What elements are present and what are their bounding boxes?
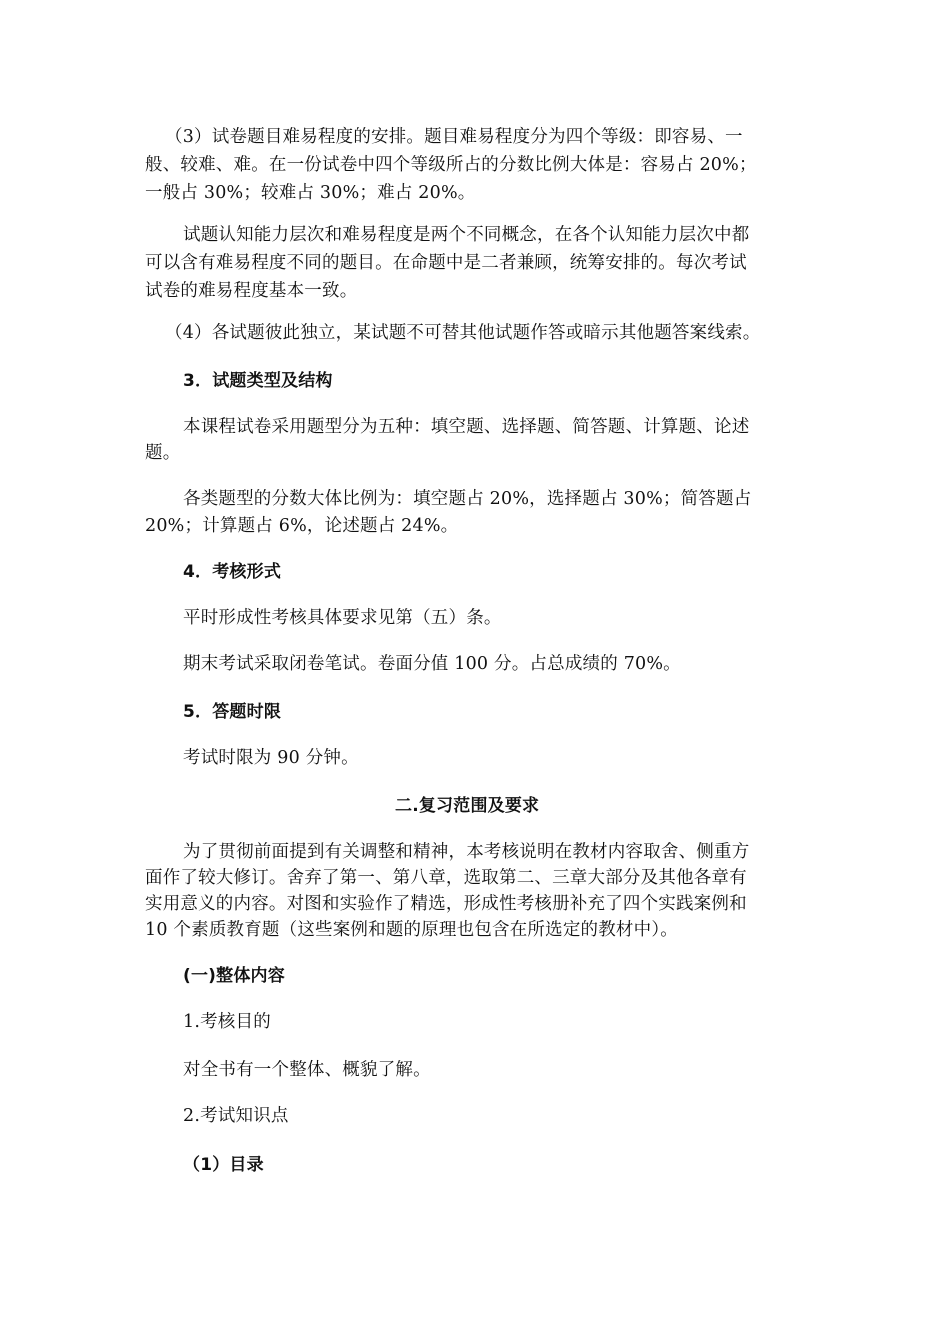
paragraph-types-line: 题。 [145,443,181,463]
paragraph-scope-line: 实用意义的内容。对图和实验作了精选，形成性考核册补充了四个实践案例和 [145,894,747,914]
paragraph-time-limit: 考试时限为 90 分钟。 [183,748,359,768]
paragraph-difficulty-line: 一般占 30%；较难占 30%；难占 20%。 [145,183,476,203]
paragraph-ratio-line: 20%；计算题占 6%，论述题占 24%。 [145,516,459,536]
heading-table-of-contents: （1）目录 [183,1155,264,1175]
paragraph-ratio-line: 各类题型的分数大体比例为：填空题占 20%，选择题占 30%；简答题占 [183,489,752,509]
heading-overall-content: (一)整体内容 [183,966,285,986]
heading-time-limit: 5．答题时限 [183,702,282,722]
section-title: 二.复习范围及要求 [395,796,540,816]
paragraph-independent: （4）各试题彼此独立，某试题不可替其他试题作答或暗示其他题答案线索。 [165,323,761,343]
paragraph-concepts-line: 可以含有难易程度不同的题目。在命题中是二者兼顾，统筹安排的。每次考试 [145,253,747,273]
paragraph-final-exam: 期末考试采取闭卷笔试。卷面分值 100 分。占总成绩的 70%。 [183,654,681,674]
heading-assessment-form: 4．考核形式 [183,562,282,582]
paragraph-types-line: 本课程试卷采用题型分为五种：填空题、选择题、简答题、计算题、论述 [183,417,750,437]
paragraph-purpose: 对全书有一个整体、概貌了解。 [183,1060,431,1080]
paragraph-scope-line: 面作了较大修订。舍弃了第一、第八章，选取第二、三章大部分及其他各章有 [145,868,747,888]
paragraph-difficulty-line: 般、较难、难。在一份试卷中四个等级所占的分数比例大体是：容易占 20%； [145,155,757,175]
heading-question-types: 3．试题类型及结构 [183,371,333,391]
paragraph-scope-line: 10 个素质教育题（这些案例和题的原理也包含在所选定的教材中）。 [145,920,678,940]
paragraph-formative: 平时形成性考核具体要求见第（五）条。 [183,608,502,628]
paragraph-concepts-line: 试题认知能力层次和难易程度是两个不同概念，在各个认知能力层次中都 [183,225,750,245]
paragraph-difficulty-line: （3）试卷题目难易程度的安排。题目难易程度分为四个等级：即容易、一 [165,127,743,147]
paragraph-scope-line: 为了贯彻前面提到有关调整和精神，本考核说明在教材内容取舍、侧重方 [183,842,750,862]
item-knowledge-points: 2.考试知识点 [183,1106,289,1126]
item-assessment-purpose: 1.考核目的 [183,1012,271,1032]
paragraph-concepts-line: 试卷的难易程度基本一致。 [145,281,358,301]
